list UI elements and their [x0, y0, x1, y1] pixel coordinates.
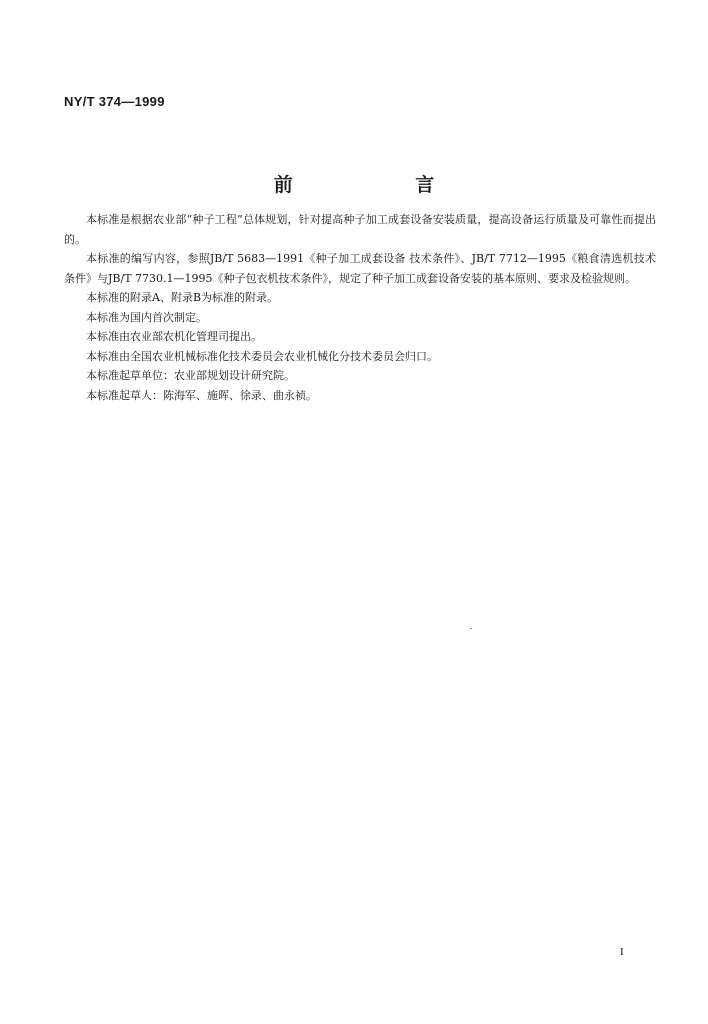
- paragraph-first-edition: 本标准为国内首次制定。: [86, 310, 207, 324]
- foreword-body: [64, 210, 656, 405]
- standard-code: NY/T 374—1999: [64, 94, 165, 109]
- paragraph-administered-by: 本标准由全国农业机械标准化技术委员会农业机械化分技术委员会归口。: [86, 349, 438, 363]
- page-title: 前 言: [273, 174, 493, 196]
- paragraph-appendices: 本标准的附录A、附录B为标准的附录。: [86, 291, 279, 304]
- paragraph-proposed-by: 本标准由农业部农机化管理司提出。: [86, 330, 262, 343]
- scan-speck: [470, 628, 472, 629]
- paragraph-drafters: 本标准起草人：陈海军、施晖、徐录、曲永祯。: [86, 388, 317, 402]
- paragraph-drafting-unit: 本标准起草单位：农业部规划设计研究院。: [86, 369, 295, 382]
- paragraph-references: 本标准的编写内容，参照JB/T 5683—1991《种子加工成套设备 技术条件》、JB/T 7712—1995《粮食清选机技术条件》与JB/T 7730.1—1995《种子包衣机技术条件》，规定了种子加工成套设备安装的基本原则、要求及检验规则。: [64, 252, 656, 285]
- page-number: I: [620, 946, 624, 958]
- paragraph-basis: 本标准是根据农业部“种子工程”总体规划，针对提高种子加工成套设备安装质量，提高设备运行质量及可靠性而提出的。: [64, 213, 656, 246]
